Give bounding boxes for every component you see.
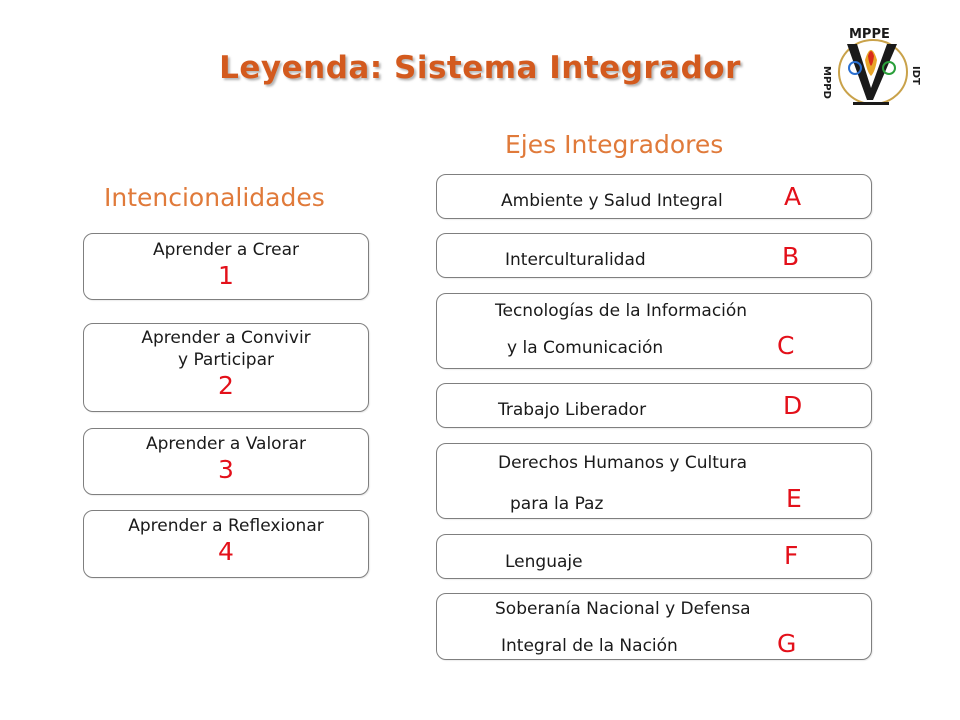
- eje-label-line-2: y la Comunicación: [507, 338, 664, 358]
- eje-letter: G: [777, 629, 797, 658]
- intencionalidad-label-line-2: y Participar: [177, 350, 274, 370]
- eje-box-f: [436, 534, 872, 579]
- eje-label: Derechos Humanos y Cultura: [498, 453, 748, 473]
- intencionalidad-number: 1: [218, 261, 234, 290]
- mppe-logo-icon: [815, 22, 925, 112]
- eje-box-b: [436, 233, 872, 278]
- intencionalidades-heading: Intencionalidades: [104, 183, 325, 212]
- eje-letter: E: [786, 484, 802, 513]
- intencionalidad-label: Aprender a Valorar: [146, 434, 306, 454]
- eje-label: Soberanía Nacional y Defensa: [495, 599, 751, 619]
- eje-label: Interculturalidad: [505, 250, 646, 270]
- ejes-integradores-heading: Ejes Integradores: [505, 130, 724, 159]
- eje-label-line-2: para la Paz: [510, 494, 604, 514]
- eje-label-line-2: Integral de la Nación: [501, 636, 678, 656]
- intencionalidad-number: 4: [218, 537, 234, 566]
- eje-letter: A: [784, 182, 802, 211]
- eje-letter: B: [782, 242, 800, 271]
- eje-letter: F: [784, 541, 799, 570]
- eje-box-g: [436, 593, 872, 660]
- eje-label: Lenguaje: [505, 552, 583, 572]
- intencionalidad-label: Aprender a Crear: [152, 240, 300, 260]
- intencionalidad-number: 3: [218, 455, 234, 484]
- eje-label: Tecnologías de la Información: [495, 301, 748, 321]
- intencionalidad-label: Aprender a Convivir: [141, 328, 311, 348]
- intencionalidad-label: Aprender a Reflexionar: [128, 516, 324, 536]
- intencionalidad-box-2: [83, 323, 369, 412]
- intencionalidad-box-3: [83, 428, 369, 495]
- eje-label: Ambiente y Salud Integral: [501, 191, 723, 211]
- intencionalidad-box-1: [83, 233, 369, 300]
- intencionalidad-number: 2: [218, 371, 234, 400]
- svg-text:MPPE: MPPE: [849, 27, 890, 42]
- eje-box-c: [436, 293, 872, 369]
- eje-box-d: [436, 383, 872, 428]
- eje-letter: C: [777, 331, 795, 360]
- eje-letter: D: [783, 391, 803, 420]
- intencionalidad-box-4: [83, 510, 369, 578]
- svg-text:IDT: IDT: [910, 66, 921, 85]
- eje-label: Trabajo Liberador: [498, 400, 647, 420]
- page-title: Leyenda: Sistema Integrador: [219, 50, 741, 86]
- svg-text:MPPD: MPPD: [821, 66, 832, 99]
- eje-box-e: [436, 443, 872, 519]
- eje-box-a: [436, 174, 872, 219]
